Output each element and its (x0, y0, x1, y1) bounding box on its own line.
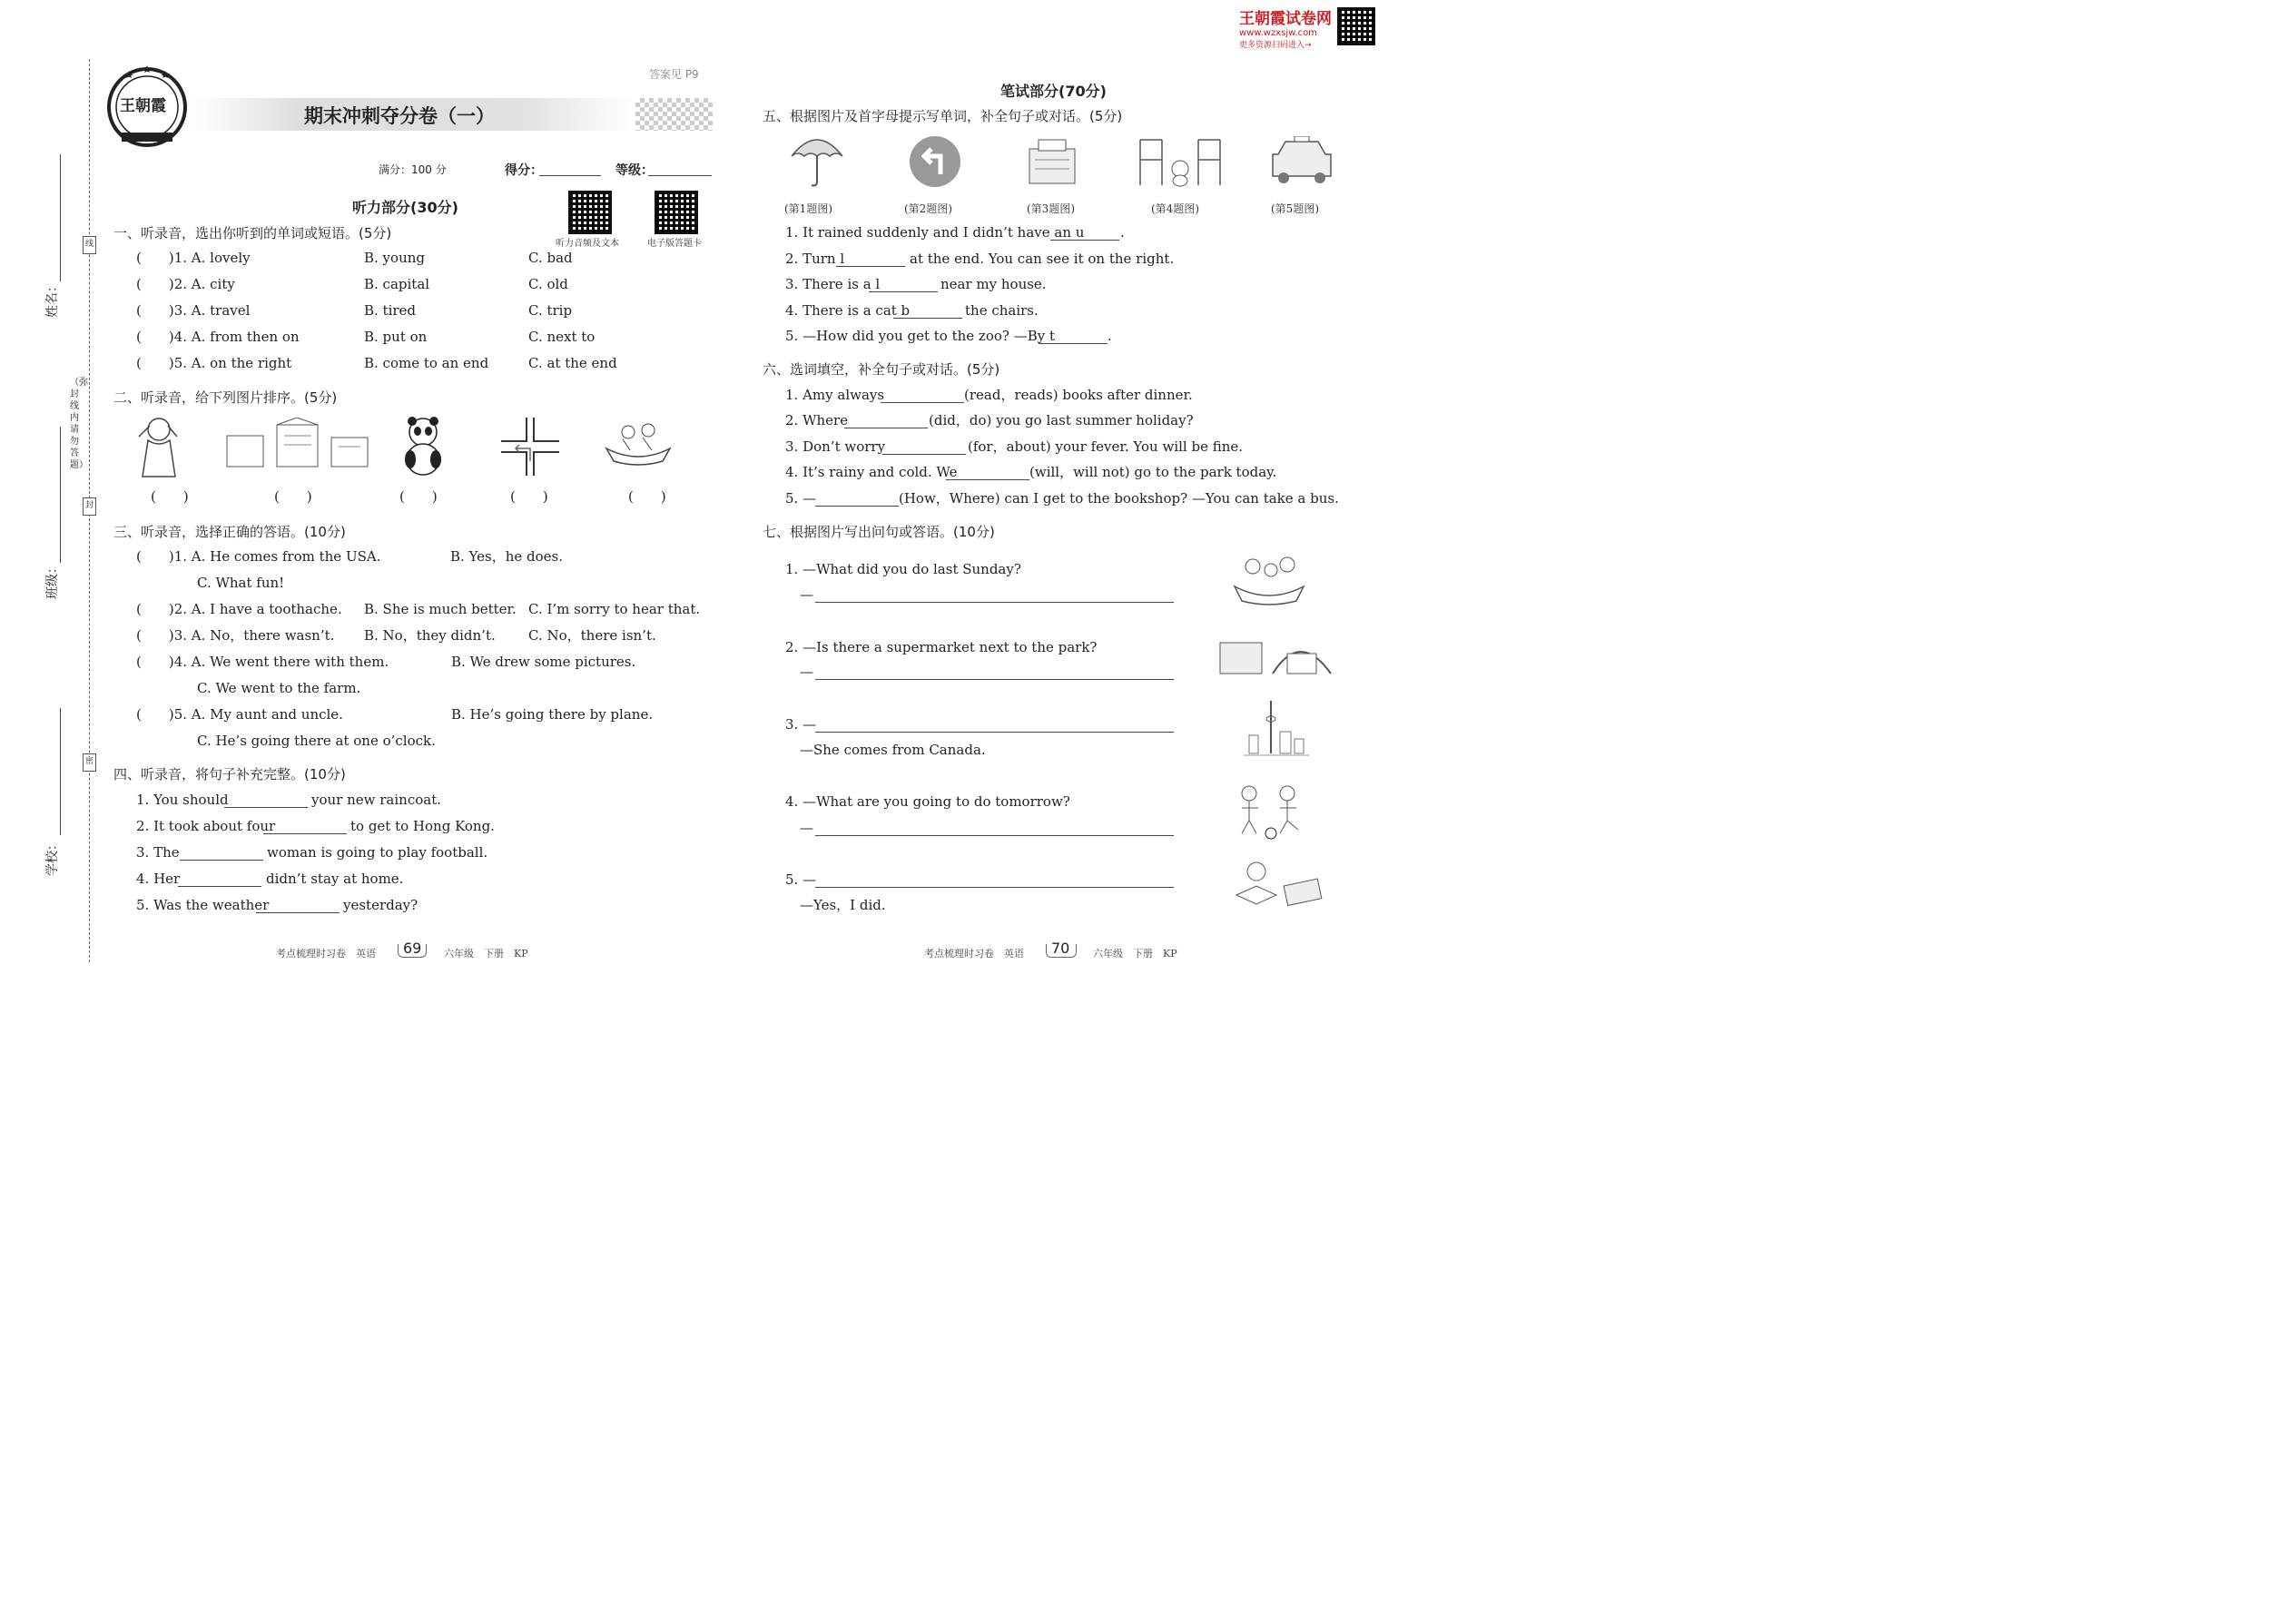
s4-q4-a: 4. Her (136, 871, 181, 887)
score-blank[interactable] (539, 174, 601, 176)
left-footer-a: 考点梳理时习卷 英语 (276, 948, 376, 960)
s4-q1-a: 1. You should (136, 792, 229, 808)
grade-blank[interactable] (648, 174, 712, 176)
listening-title: 听力部分(30分) (352, 199, 458, 216)
right-page-number-bracket (1046, 944, 1077, 958)
s5-q3-b: near my house. (940, 276, 1047, 292)
s6-q1-b: (read，reads) books after dinner. (964, 387, 1193, 403)
s7-q2-supermarket-park-picture (1218, 634, 1334, 675)
s7-q4: 4. —What are you going to do tomorrow? (785, 793, 1070, 810)
s3-q1-c: C. What fun! (197, 575, 285, 591)
s1-q2-a: ( )2. A. city (136, 276, 235, 292)
written-title: 笔试部分(70分) (1000, 83, 1107, 100)
s6-q5-blank[interactable] (815, 505, 899, 507)
page-title: 期末冲刺夺分卷（一） (304, 105, 495, 127)
s7-q3: 3. — (785, 716, 817, 733)
s7-q3-question-line[interactable] (815, 731, 1174, 733)
s5-q2-blank[interactable] (836, 265, 905, 267)
s2-picture-crossroad (501, 418, 559, 476)
s7-q5-answer: —Yes，I did. (800, 897, 886, 913)
section1-title: 一、听录音，选出你听到的单词或短语。(5分) (113, 225, 392, 241)
s7-q5-reading-picture (1229, 859, 1324, 910)
s5-q4-b: the chairs. (965, 302, 1039, 319)
qr-audio[interactable] (568, 191, 612, 234)
s7-q5-question-line[interactable] (815, 886, 1174, 888)
s7-q2: 2. —Is there a supermarket next to the park? (785, 639, 1098, 655)
right-page-number: 70 (1051, 940, 1070, 957)
class-field-line (60, 427, 61, 563)
s1-q3-b: B. tired (364, 302, 417, 319)
s5-caption-5: (第5题图) (1271, 202, 1319, 215)
s4-q3-blank[interactable] (180, 859, 263, 861)
binding-notice-text: （弥封线内请勿答题） (70, 378, 88, 470)
s6-q5-b: (How，Where) can I get to the bookshop? —You can take a bus. (899, 490, 1339, 507)
s6-q4-a: 4. It’s rainy and cold. We (785, 464, 958, 480)
s2-picture-boat (603, 418, 674, 468)
s3-q5-a: ( )5. A. My aunt and uncle. (136, 706, 343, 723)
section3-title: 三、听录音，选择正确的答语。(10分) (113, 524, 346, 540)
answer-reference: 答案见 P9 (649, 68, 699, 81)
s3-q4-b: B. We drew some pictures. (451, 654, 636, 670)
binding-notice (70, 377, 88, 471)
class-label: 班级： (45, 561, 60, 599)
s4-q5-blank[interactable] (256, 911, 340, 913)
full-score: 满分：100 分 (379, 163, 447, 176)
s5-q4-blank[interactable] (893, 317, 962, 319)
s5-q5-a: 5. —How did you get to the zoo? —By t (785, 328, 1056, 344)
grade-label: 等级： (615, 163, 654, 178)
s2-paren-3[interactable]: ( ) (399, 488, 438, 505)
s7-q5: 5. — (785, 871, 817, 888)
s6-q3-a: 3. Don’t worry (785, 438, 886, 455)
s3-q1-a: ( )1. A. He comes from the USA. (136, 548, 381, 565)
s5-q3-blank[interactable] (869, 290, 938, 292)
s4-q2-blank[interactable] (263, 832, 347, 834)
s7-q1-boat-kids-picture (1231, 550, 1307, 608)
score-label: 得分： (505, 163, 543, 178)
mark-line-box (83, 236, 96, 254)
site-qr-code[interactable] (1337, 7, 1375, 45)
section6-title: 六、选词填空，补全句子或对话。(5分) (763, 361, 1000, 378)
s5-q3-a: 3. There is a l (785, 276, 881, 292)
mark-secret: 密 (84, 757, 94, 766)
s4-q4-blank[interactable] (178, 885, 261, 887)
s5-caption-2: (第2题图) (904, 202, 952, 215)
qr-answer-caption: 电子版答题卡 (647, 239, 702, 249)
s5-taxi-picture (1269, 136, 1334, 187)
s5-caption-3: (第3题图) (1027, 202, 1075, 215)
s5-q5-blank[interactable] (1039, 342, 1108, 344)
s1-q3-a: ( )3. A. travel (136, 302, 251, 319)
s1-q5-c: C. at the end (528, 355, 617, 371)
right-footer-a: 考点梳理时习卷 英语 (924, 948, 1024, 960)
left-page-number: 69 (403, 940, 422, 957)
s5-q1-a: 1. It rained suddenly and I didn’t have an u (785, 224, 1085, 241)
s3-q1-b: B. Yes，he does. (450, 548, 564, 565)
s7-q2-answer-line[interactable] (815, 678, 1174, 680)
brand-tip: 更多资源扫码进入→ (1239, 41, 1312, 50)
section5-title: 五、根据图片及首字母提示写单词，补全句子或对话。(5分) (763, 108, 1123, 124)
s3-q2-a: ( )2. A. I have a toothache. (136, 601, 342, 617)
s1-q4-a: ( )4. A. from then on (136, 329, 300, 345)
s2-paren-1[interactable]: ( ) (151, 488, 189, 505)
section2-title: 二、听录音，给下列图片排序。(5分) (113, 389, 338, 406)
s1-q2-b: B. capital (364, 276, 430, 292)
right-footer-b: 六年级 下册 KP (1093, 948, 1177, 960)
s5-q2-b: at the end. You can see it on the right. (910, 251, 1175, 267)
s1-q3-c: C. trip (528, 302, 573, 319)
school-field-line (60, 708, 61, 835)
mark-secret-box (83, 753, 96, 772)
s1-q5-b: B. come to an end (364, 355, 489, 371)
s3-q4-c: C. We went to the farm. (197, 680, 361, 696)
s4-q3-b: woman is going to play football. (267, 844, 488, 861)
s2-picture-buildings (222, 418, 372, 468)
s3-q4-a: ( )4. A. We went there with them. (136, 654, 389, 670)
s5-q4-a: 4. There is a cat b (785, 302, 911, 319)
qr-audio-caption: 听力音频及文本 (556, 239, 619, 249)
s7-q1-answer-line[interactable] (815, 601, 1174, 603)
s4-q2-b: to get to Hong Kong. (350, 818, 495, 834)
s4-q2-a: 2. It took about four (136, 818, 276, 834)
s5-caption-1: (第1题图) (784, 202, 832, 215)
s3-q5-c: C. He’s going there at one o’clock. (197, 733, 436, 749)
s7-q4-dash: — (800, 820, 813, 836)
s3-q2-b: B. She is much better. (364, 601, 517, 617)
s5-caption-4: (第4题图) (1151, 202, 1199, 215)
s2-paren-4[interactable]: ( ) (510, 488, 548, 505)
s6-q2-a: 2. Where (785, 412, 849, 428)
s4-q1-b: your new raincoat. (311, 792, 441, 808)
s6-q3-b: (for，about) your fever. You will be fine. (968, 438, 1244, 455)
qr-answer-card[interactable] (655, 191, 698, 234)
logo-name: 王朝霞 (120, 97, 166, 115)
s3-q2-c: C. I’m sorry to hear that. (528, 601, 701, 617)
s5-chairs-cat-picture (1135, 136, 1226, 187)
s4-q5-a: 5. Was the weather (136, 897, 270, 913)
s1-q1-c: C. bad (528, 250, 573, 266)
s1-q2-c: C. old (528, 276, 568, 292)
brand-name: 王朝霞试卷网 (1239, 10, 1332, 28)
s5-q5-b: . (1108, 328, 1112, 344)
mark-line: 线 (84, 240, 94, 249)
s7-q3-canada-picture (1244, 699, 1309, 759)
s7-q4-answer-line[interactable] (815, 834, 1174, 836)
s6-q4-blank[interactable] (946, 478, 1029, 480)
s6-q2-blank[interactable] (844, 427, 928, 428)
s7-q2-dash: — (800, 664, 813, 680)
section7-title: 七、根据图片写出问句或答语。(10分) (763, 524, 995, 540)
s6-q5-a: 5. — (785, 490, 817, 507)
s5-turn-left-sign (908, 134, 962, 189)
s5-umbrella-picture (790, 131, 844, 189)
s6-q1-a: 1. Amy always (785, 387, 885, 403)
s7-q1: 1. —What did you do last Sunday? (785, 561, 1021, 577)
s1-q1-b: B. young (364, 250, 425, 266)
s2-picture-headache-boy (132, 413, 195, 478)
s6-q4-b: (will，will not) go to the park today. (1029, 464, 1277, 480)
s7-q4-football-picture (1235, 782, 1307, 841)
s6-q1-blank[interactable] (881, 401, 964, 403)
s4-q4-b: didn’t stay at home. (266, 871, 404, 887)
s2-paren-2[interactable]: ( ) (274, 488, 312, 505)
s5-q2-a: 2. Turn l (785, 251, 845, 267)
section4-title: 四、听录音，将句子补充完整。(10分) (113, 766, 346, 782)
s6-q2-b: (did，do) you go last summer holiday? (929, 412, 1194, 428)
s3-q5-b: B. He’s going there by plane. (451, 706, 654, 723)
s3-q3-a: ( )3. A. No，there wasn’t. (136, 627, 335, 644)
brand-url[interactable]: www.wzxsjw.com (1239, 28, 1317, 38)
s4-q3-a: 3. The (136, 844, 180, 861)
s6-q3-blank[interactable] (882, 453, 966, 455)
s5-q1-b: . (1120, 224, 1125, 241)
s2-paren-5[interactable]: ( ) (628, 488, 666, 505)
s7-q3-answer: —She comes from Canada. (800, 742, 986, 758)
s4-q1-blank[interactable] (224, 806, 308, 808)
s4-q5-b: yesterday? (343, 897, 418, 913)
s5-q1-blank[interactable] (1050, 239, 1119, 241)
s1-q5-a: ( )5. A. on the right (136, 355, 292, 371)
left-footer-b: 六年级 下册 KP (444, 948, 528, 960)
s3-q3-b: B. No，they didn’t. (364, 627, 496, 644)
s3-q3-c: C. No，there isn’t. (528, 627, 656, 644)
school-label: 学校： (45, 838, 60, 876)
name-label: 姓名： (45, 280, 60, 318)
mark-seal: 封 (84, 501, 94, 510)
s1-q4-b: B. put on (364, 329, 428, 345)
left-page-number-bracket (398, 944, 427, 958)
title-banner-checker (635, 98, 713, 131)
s1-q4-c: C. next to (528, 329, 596, 345)
mark-seal-box (83, 497, 96, 516)
s5-library-picture (1024, 136, 1080, 185)
s7-q1-dash: — (800, 586, 813, 603)
s2-picture-panda (399, 414, 447, 477)
s1-q1-a: ( )1. A. lovely (136, 250, 251, 266)
name-field-line (60, 154, 61, 281)
